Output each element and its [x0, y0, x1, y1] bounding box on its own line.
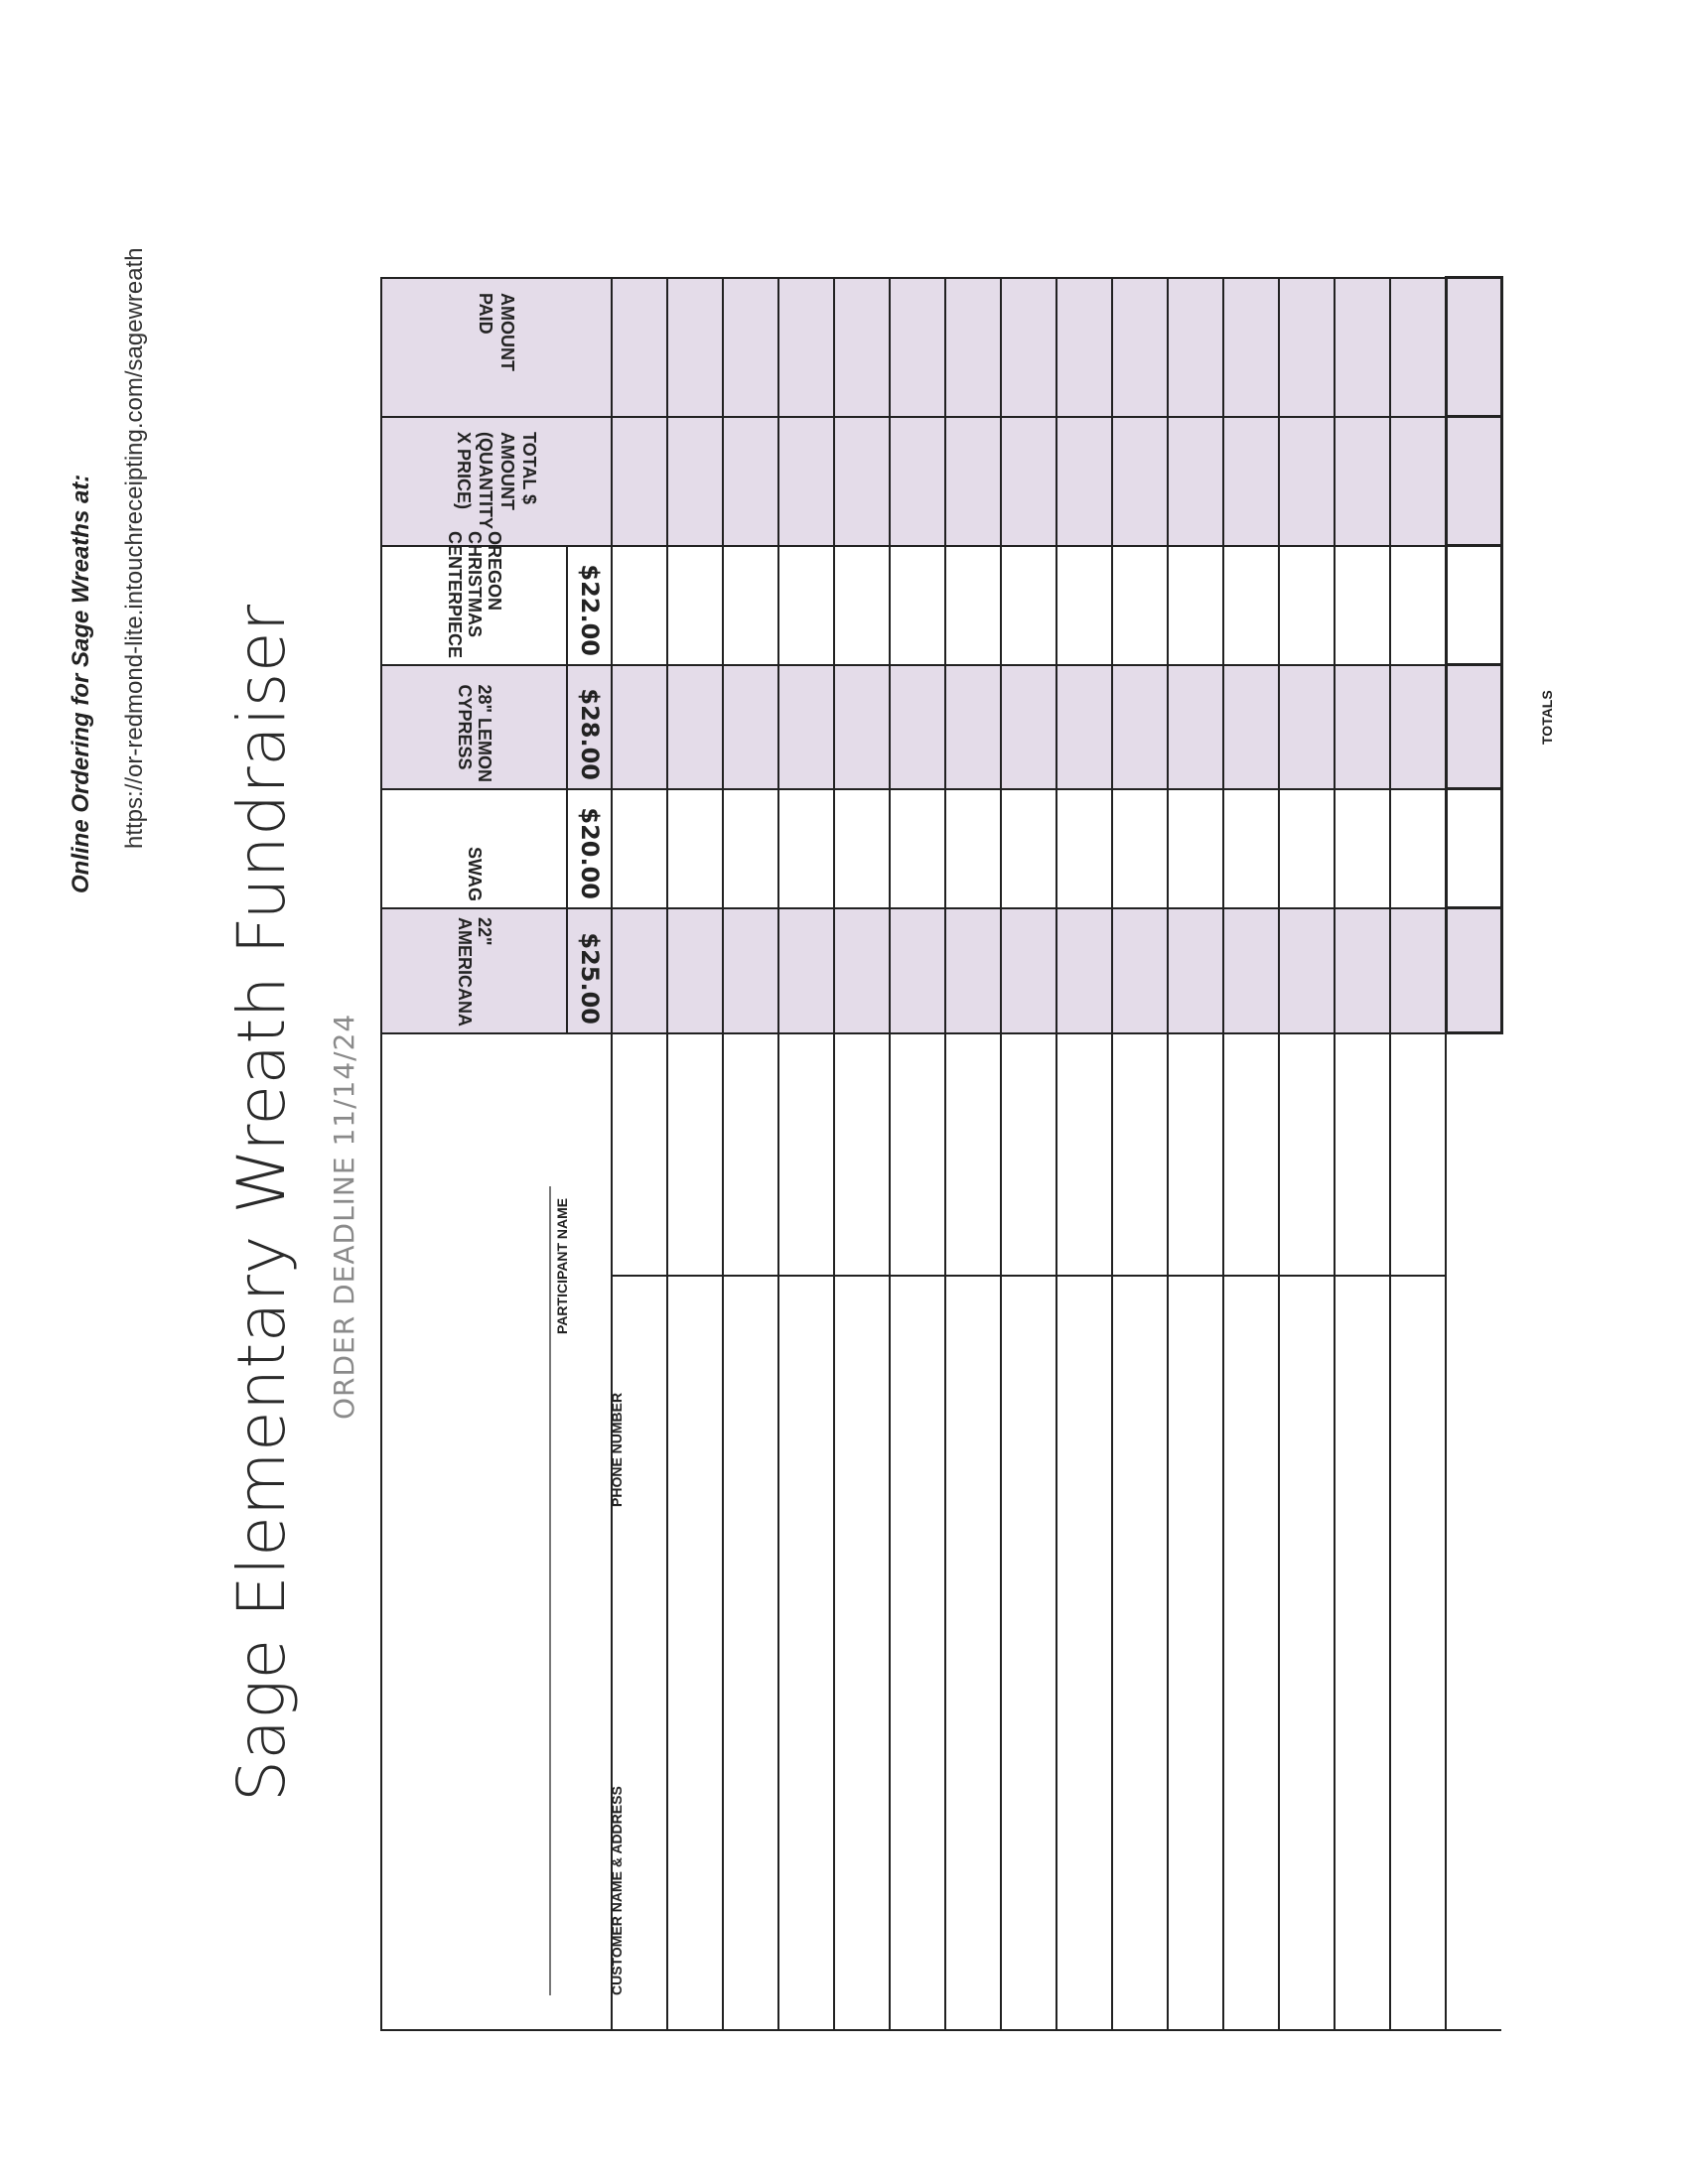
table-row [1335, 278, 1390, 2030]
qty-swag-cell[interactable] [1112, 789, 1168, 908]
customer-name-address-cell[interactable] [667, 1276, 723, 2030]
qty-americana-cell[interactable] [1112, 908, 1168, 1033]
table-row [1390, 278, 1446, 2030]
customer-name-address-cell[interactable] [1168, 1276, 1223, 2030]
product-price: $28.00 [575, 688, 604, 780]
product-name: 22" AMERICANA [454, 917, 494, 1026]
qty-centerpiece-cell[interactable] [723, 546, 778, 665]
total-americana-cell[interactable] [1446, 908, 1501, 1033]
header-row [381, 278, 567, 2030]
amount-paid-cell[interactable] [1223, 278, 1279, 417]
qty-lemon-cypress-cell[interactable] [667, 665, 723, 789]
online-ordering-url[interactable]: https://or-redmond-lite.intouchreceipting.com/sagewreath [121, 247, 148, 849]
column-labels-cell [567, 1033, 625, 2030]
qty-centerpiece-cell[interactable] [1335, 546, 1390, 665]
customer-name-address-cell[interactable] [890, 1276, 945, 2030]
qty-americana-cell[interactable] [1223, 908, 1279, 1033]
phone-number-cell[interactable] [1390, 1033, 1446, 1276]
total-amount-cell[interactable] [834, 417, 890, 546]
total-swag-cell[interactable] [1446, 789, 1501, 908]
price-cell [567, 546, 612, 665]
qty-lemon-cypress-cell[interactable] [1112, 665, 1168, 789]
qty-americana-cell[interactable] [612, 908, 667, 1033]
customer-name-address-label: CUSTOMER NAME & ADDRESS [609, 1786, 625, 1995]
qty-centerpiece-cell[interactable] [1223, 546, 1279, 665]
qty-lemon-cypress-cell[interactable] [945, 665, 1001, 789]
qty-swag-cell[interactable] [945, 789, 1001, 908]
qty-centerpiece-cell[interactable] [890, 546, 945, 665]
table-row [1056, 278, 1112, 2030]
price-cell [567, 665, 612, 789]
total-amount-cell[interactable] [1112, 417, 1168, 546]
table-row [890, 278, 945, 2030]
product-name: OREGON CHRISTMAS CENTERPIECE [444, 530, 504, 658]
qty-swag-cell[interactable] [778, 789, 834, 908]
table-row [1168, 278, 1223, 2030]
product-name: 28" LEMON CYPRESS [454, 684, 494, 782]
total-centerpiece-cell[interactable] [1446, 546, 1501, 665]
amount-paid-cell[interactable] [723, 278, 778, 417]
table-row [1112, 278, 1168, 2030]
qty-centerpiece-cell[interactable] [778, 546, 834, 665]
participant-signature-line [549, 1186, 551, 1995]
qty-lemon-cypress-cell[interactable] [1335, 665, 1390, 789]
customer-name-address-cell[interactable] [1390, 1276, 1446, 2030]
phone-number-cell[interactable] [667, 1033, 723, 1276]
amount-paid-label: AMOUNT PAID [476, 293, 517, 371]
qty-centerpiece-cell[interactable] [945, 546, 1001, 665]
qty-lemon-cypress-cell[interactable] [1223, 665, 1279, 789]
qty-centerpiece-cell[interactable] [1056, 546, 1112, 665]
total-amount-cell[interactable] [1390, 417, 1446, 546]
table-row [945, 278, 1001, 2030]
online-ordering-label: Online Ordering for Sage Wreaths at: [68, 474, 94, 893]
product-header [381, 908, 567, 1033]
price-cell [567, 908, 612, 1033]
amount-paid-cell[interactable] [890, 278, 945, 417]
phone-number-cell[interactable] [778, 1033, 834, 1276]
phone-number-cell[interactable] [890, 1033, 945, 1276]
phone-number-cell[interactable] [1168, 1033, 1223, 1276]
amount-paid-header [381, 278, 612, 417]
table-row [723, 278, 778, 2030]
total-lemon-cypress-cell[interactable] [1446, 665, 1501, 789]
table-row [667, 278, 723, 2030]
amount-paid-cell[interactable] [1390, 278, 1446, 417]
qty-centerpiece-cell[interactable] [1168, 546, 1223, 665]
amount-paid-cell[interactable] [945, 278, 1001, 417]
amount-paid-cell[interactable] [778, 278, 834, 417]
total-amount-cell[interactable] [723, 417, 778, 546]
amount-paid-cell[interactable] [1001, 278, 1056, 417]
customer-name-address-cell[interactable] [1335, 1276, 1390, 2030]
totals-row [1446, 278, 1501, 2030]
qty-lemon-cypress-cell[interactable] [1056, 665, 1112, 789]
participant-label: PARTICIPANT NAME [554, 1197, 570, 1334]
qty-lemon-cypress-cell[interactable] [890, 665, 945, 789]
product-name: SWAG [464, 846, 485, 901]
qty-lemon-cypress-cell[interactable] [834, 665, 890, 789]
customer-name-address-cell[interactable] [778, 1276, 834, 2030]
qty-lemon-cypress-cell[interactable] [1279, 665, 1335, 789]
qty-swag-cell[interactable] [1223, 789, 1279, 908]
qty-centerpiece-cell[interactable] [1279, 546, 1335, 665]
price-cell [567, 789, 612, 908]
amount-paid-cell[interactable] [834, 278, 890, 417]
total-paid-cell[interactable] [1446, 278, 1501, 417]
phone-number-cell[interactable] [612, 1033, 667, 1276]
table-row [1223, 278, 1279, 2030]
qty-swag-cell[interactable] [723, 789, 778, 908]
product-header [381, 530, 567, 665]
product-price: $20.00 [575, 807, 604, 899]
table-row [612, 278, 667, 2030]
order-table [380, 277, 1503, 2032]
amount-paid-cell[interactable] [1168, 278, 1223, 417]
product-header [381, 665, 567, 789]
total-amount-cell[interactable] [778, 417, 834, 546]
customer-name-address-cell[interactable] [1112, 1276, 1168, 2030]
totals-label: TOTALS [1539, 690, 1555, 745]
table-row [1001, 278, 1056, 2030]
qty-swag-cell[interactable] [1056, 789, 1112, 908]
qty-americana-cell[interactable] [1390, 908, 1446, 1033]
qty-swag-cell[interactable] [890, 789, 945, 908]
qty-centerpiece-cell[interactable] [1001, 546, 1056, 665]
total-amount-cell[interactable] [1223, 417, 1279, 546]
qty-americana-cell[interactable] [1168, 908, 1223, 1033]
qty-swag-cell[interactable] [1001, 789, 1056, 908]
totals-gutter [1446, 1033, 1501, 2030]
total-amount-cell[interactable] [1168, 417, 1223, 546]
customer-name-address-cell[interactable] [723, 1276, 778, 2030]
phone-number-cell[interactable] [1335, 1033, 1390, 1276]
total-amount-cell[interactable] [1335, 417, 1390, 546]
customer-name-address-cell[interactable] [945, 1276, 1001, 2030]
qty-lemon-cypress-cell[interactable] [1001, 665, 1056, 789]
qty-americana-cell[interactable] [667, 908, 723, 1033]
qty-centerpiece-cell[interactable] [834, 546, 890, 665]
qty-swag-cell[interactable] [612, 789, 667, 908]
qty-swag-cell[interactable] [1335, 789, 1390, 908]
qty-lemon-cypress-cell[interactable] [778, 665, 834, 789]
phone-number-cell[interactable] [834, 1033, 890, 1276]
qty-lemon-cypress-cell[interactable] [1168, 665, 1223, 789]
total-amount-cell[interactable] [1279, 417, 1335, 546]
phone-number-cell[interactable] [1112, 1033, 1168, 1276]
qty-swag-cell[interactable] [1168, 789, 1223, 908]
product-price: $25.00 [575, 932, 604, 1024]
order-deadline: ORDER DEADLINE 11/14/24 [328, 1013, 360, 1420]
qty-centerpiece-cell[interactable] [1390, 546, 1446, 665]
phone-number-cell[interactable] [723, 1033, 778, 1276]
qty-swag-cell[interactable] [667, 789, 723, 908]
qty-swag-cell[interactable] [1390, 789, 1446, 908]
total-amount-cell[interactable] [1056, 417, 1112, 546]
phone-number-cell[interactable] [945, 1033, 1001, 1276]
total-amount-cell[interactable] [667, 417, 723, 546]
qty-americana-cell[interactable] [1335, 908, 1390, 1033]
amount-paid-cell[interactable] [1279, 278, 1335, 417]
qty-lemon-cypress-cell[interactable] [723, 665, 778, 789]
qty-americana-cell[interactable] [1279, 908, 1335, 1033]
product-header [381, 789, 567, 908]
page-title: Sage Elementary Wreath Fundraiser [223, 604, 300, 1802]
total-amount-cell[interactable] [1001, 417, 1056, 546]
qty-americana-cell[interactable] [945, 908, 1001, 1033]
qty-swag-cell[interactable] [1279, 789, 1335, 908]
qty-americana-cell[interactable] [890, 908, 945, 1033]
participant-cell[interactable] [381, 1033, 570, 2030]
phone-number-cell[interactable] [1001, 1033, 1056, 1276]
amount-paid-cell[interactable] [612, 278, 667, 417]
customer-name-address-cell[interactable] [1223, 1276, 1279, 2030]
qty-americana-cell[interactable] [834, 908, 890, 1033]
amount-paid-cell[interactable] [1112, 278, 1168, 417]
customer-name-address-cell[interactable] [1001, 1276, 1056, 2030]
qty-centerpiece-cell[interactable] [667, 546, 723, 665]
qty-americana-cell[interactable] [778, 908, 834, 1033]
table-row [778, 278, 834, 2030]
table-row [1279, 278, 1335, 2030]
table-row [834, 278, 890, 2030]
grand-total-cell[interactable] [1446, 417, 1501, 546]
total-amount-header [381, 417, 612, 546]
qty-centerpiece-cell[interactable] [1112, 546, 1168, 665]
qty-lemon-cypress-cell[interactable] [612, 665, 667, 789]
qty-swag-cell[interactable] [834, 789, 890, 908]
total-amount-cell[interactable] [945, 417, 1001, 546]
product-price: $22.00 [575, 564, 604, 656]
total-amount-label: TOTAL $ AMOUNT (QUANTITY X PRICE) [454, 432, 539, 529]
phone-number-cell[interactable] [1223, 1033, 1279, 1276]
qty-centerpiece-cell[interactable] [612, 546, 667, 665]
qty-americana-cell[interactable] [1001, 908, 1056, 1033]
total-amount-cell[interactable] [890, 417, 945, 546]
amount-paid-cell[interactable] [1056, 278, 1112, 417]
amount-paid-cell[interactable] [667, 278, 723, 417]
phone-number-cell[interactable] [1056, 1033, 1112, 1276]
phone-number-cell[interactable] [1279, 1033, 1335, 1276]
qty-americana-cell[interactable] [723, 908, 778, 1033]
qty-lemon-cypress-cell[interactable] [1390, 665, 1446, 789]
amount-paid-cell[interactable] [1335, 278, 1390, 417]
phone-number-label: PHONE NUMBER [609, 1392, 625, 1507]
customer-name-address-cell[interactable] [834, 1276, 890, 2030]
total-amount-cell[interactable] [612, 417, 667, 546]
qty-americana-cell[interactable] [1056, 908, 1112, 1033]
customer-name-address-cell[interactable] [1279, 1276, 1335, 2030]
customer-name-address-cell[interactable] [1056, 1276, 1112, 2030]
